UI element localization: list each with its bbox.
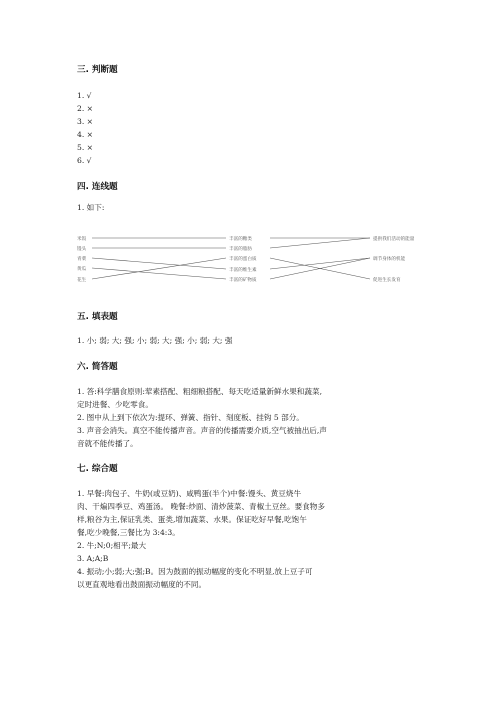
comprehensive-answer-1-line: 餐,吃少晚餐,三餐比为 3:4:3。: [77, 528, 180, 537]
middle-item: 丰富的维生素: [229, 268, 257, 273]
section-fill-title: 五. 填表题: [77, 312, 118, 322]
short-answer-3: [77, 424, 427, 450]
comprehensive-answer-1-line: 肉、干煸四季豆、鸡蛋汤。 晚餐:炒面、清炒菠菜、青椒土豆丝。要食物多: [77, 502, 325, 511]
matching-intro: 1. 如下:: [77, 203, 105, 212]
link-vitamin-regulate: [270, 258, 370, 269]
comprehensive-answer-3: 3. A;A;B: [77, 554, 109, 563]
section-comprehensive-title: 七. 综合题: [77, 464, 118, 474]
link-fat-energy: [270, 238, 370, 248]
middle-item: 丰富的蛋白质: [229, 257, 257, 262]
judge-answer-4: 4. ×: [77, 130, 94, 139]
left-item: 馒头: [77, 247, 87, 252]
section-judge-title: 三. 判断题: [77, 65, 118, 75]
judge-answer-6: 6. √: [77, 156, 92, 165]
judge-answer-2: 2. ×: [77, 104, 94, 113]
left-item: 米饭: [77, 237, 87, 242]
comprehensive-answer-4: [77, 565, 427, 591]
short-answer-2: 2. 图中从上到下依次为:提环、弹簧、指针、刻度板、挂钩 5 部分。: [77, 413, 304, 422]
comprehensive-answer-1-line: 1. 早餐:肉包子、牛奶(或豆奶)、咸鸭蛋(半个)中餐:馒头、黄豆烧牛: [77, 489, 302, 498]
left-item: 青菜: [77, 257, 87, 262]
comprehensive-answer-4-line: 4. 振动;小;弱;大;强;B。因为鼓面的振动幅度的变化不明显,放上豆子可: [77, 567, 313, 576]
comprehensive-answer-4-line: 以更直观地看出鼓面振动幅度的不同。: [77, 580, 207, 589]
right-item: 促进生长发育: [373, 278, 401, 283]
comprehensive-answer-1-line: 样,粮谷为主,保证乳类、蛋类,增加蔬菜、水果。保证吃好早餐,吃饱午: [77, 515, 307, 524]
link-peanut-protein: [92, 258, 226, 279]
middle-item: 丰富的糖类: [229, 237, 252, 242]
comprehensive-answer-2: 2. 牛;N;0;相平;最大: [77, 541, 147, 550]
left-item: 花生: [77, 278, 87, 283]
section-short-title: 六. 简答题: [77, 362, 118, 372]
link-greens-vitamin: [92, 258, 226, 269]
middle-item: 丰富的脂肪: [229, 247, 252, 252]
short-answer-1: [77, 385, 427, 411]
right-item: 调节身体的机能: [373, 257, 406, 262]
link-cucumber-mineral: [92, 268, 226, 279]
short-answer-3-line: 音就不能传播了。: [77, 439, 138, 448]
fill-answer: 1. 小; 弱; 大; 强; 小; 弱; 大; 强; 小; 弱; 大; 强: [77, 336, 233, 345]
short-answer-1-line: 定时进餐、少吃零食。: [77, 400, 153, 409]
section-matching-title: 四. 连线题: [77, 182, 118, 192]
short-answer-3-line: 3. 声音会消失。真空不能传播声音。声音的传播需要介质,空气被抽出后,声: [77, 426, 327, 435]
comprehensive-answer-1: [77, 487, 427, 539]
right-item: 提供我们活动的能量: [373, 237, 415, 242]
middle-item: 丰富的矿物质: [229, 278, 257, 283]
short-answer-1-line: 1. 答:科学膳食原则:荤素搭配、粗细粮搭配、每天吃适量新鲜水果和蔬菜,: [77, 387, 322, 396]
judge-answer-3: 3. ×: [77, 117, 94, 126]
judge-answer-5: 5. ×: [77, 143, 94, 152]
judge-answer-1: 1. √: [77, 91, 92, 100]
left-item: 黄瓜: [77, 267, 87, 272]
